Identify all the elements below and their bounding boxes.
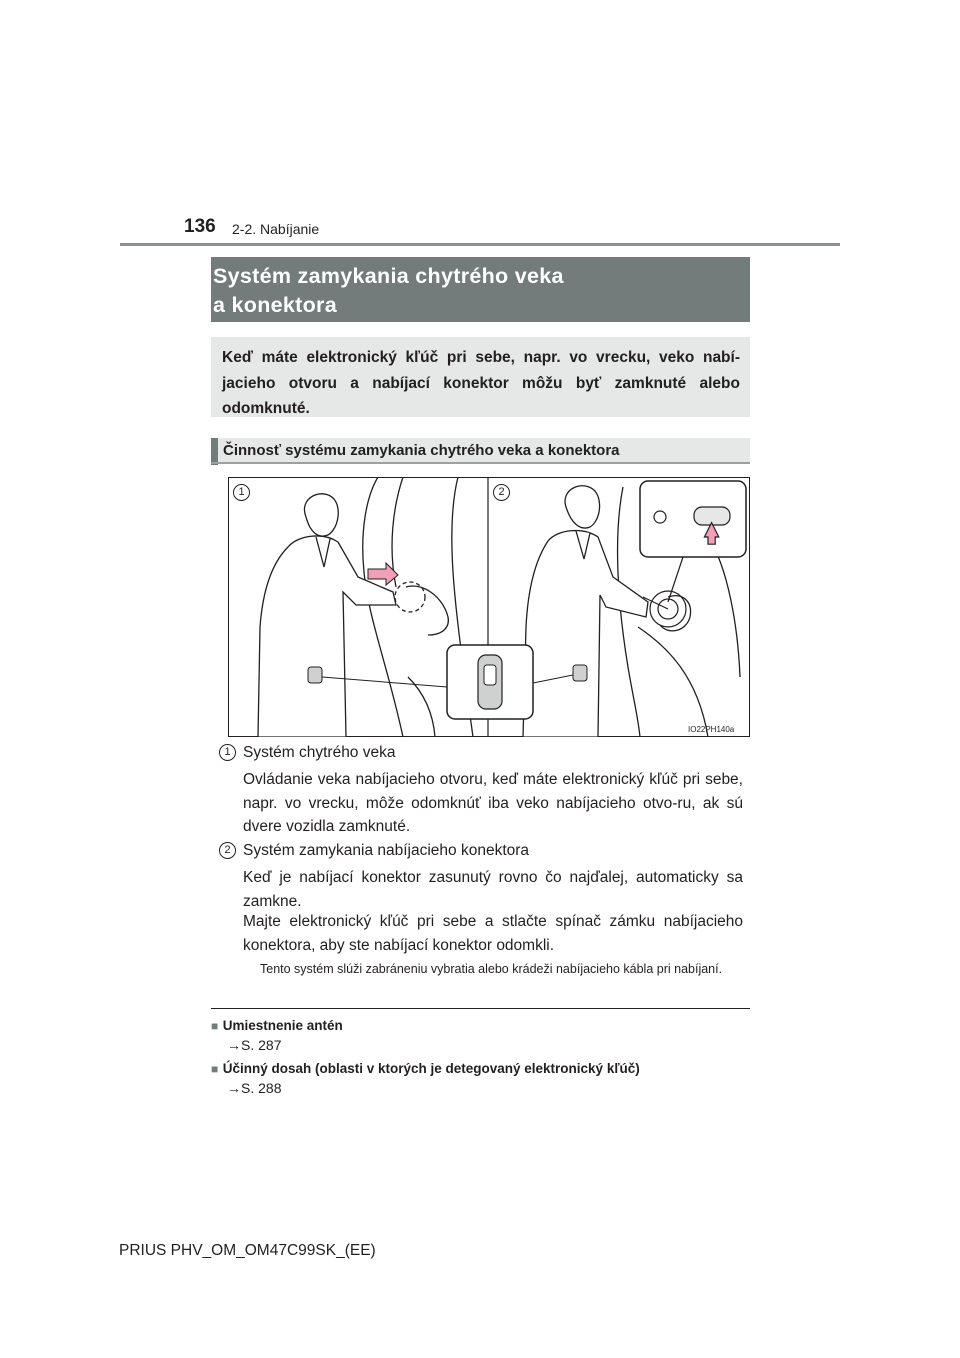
- item-2-number: 2: [219, 842, 236, 859]
- key-pocket-left-icon: [308, 667, 322, 683]
- indicator-light-icon: [654, 511, 666, 523]
- note-2-ref[interactable]: →S. 288: [227, 1080, 282, 1096]
- subheading-rule: [211, 462, 750, 464]
- intro-text: Keď máte elektronický kľúč pri sebe, napr. vo vrecku, veko nabí-jacieho otvoru a nabíjací konektor môžu byť zamknuté alebo odomknuté.: [222, 349, 740, 417]
- header-rule: [120, 243, 840, 246]
- subheading: Činnosť systému zamykania chytrého veka a konektora: [223, 442, 620, 459]
- note-2-heading: Účinný dosah (oblasti v ktorých je detegovaný elektronický kľúč): [222, 1061, 640, 1076]
- note-1-heading: Umiestnenie antén: [222, 1018, 343, 1033]
- key-pocket-right-icon: [573, 665, 587, 681]
- note-2: [211, 1060, 640, 1078]
- illustration-code: IO22PH140a: [688, 725, 735, 734]
- note-2-marker: ■: [211, 1062, 219, 1076]
- item-2-title: Systém zamykania nabíjacieho konektora: [243, 842, 530, 859]
- item-1-number: 1: [219, 744, 236, 761]
- item-2-paragraph-1: Keď je nabíjací konektor zasunutý rovno čo najďalej, automaticky sa zamkne.: [243, 869, 743, 910]
- section-rule: [211, 1008, 750, 1009]
- footer-doc-id: PRIUS PHV_OM_OM47C99SK_(EE): [119, 1242, 376, 1259]
- subheading-bar: [211, 438, 218, 465]
- callout-2: 2: [493, 484, 510, 501]
- callout-1: 1: [233, 484, 250, 501]
- note-1-marker: ■: [211, 1019, 219, 1033]
- note-1: [211, 1017, 343, 1035]
- page-number: 136: [184, 216, 216, 237]
- item-2-note: Tento systém slúži zabráneniu vybratia alebo krádeži nabíjacieho kábla pri nabíjaní.: [260, 962, 723, 976]
- item-2-paragraph-2: Majte elektronický kľúč pri sebe a stlačte spínač zámku nabíjacieho konektora, aby ste nabíjací konektor odomkli.: [243, 913, 743, 954]
- illustration-drawing: [228, 477, 750, 737]
- item-1-paragraph: Ovládanie veka nabíjacieho otvoru, keď máte elektronický kľúč pri sebe, napr. vo vrecku, môže odomknúť iba veko nabíjacieho otvo-ru, ak sú dvere vozidla zamknuté.: [243, 771, 743, 835]
- note-1-ref[interactable]: →S. 287: [227, 1037, 282, 1053]
- title-line-2: a konektora: [213, 293, 337, 317]
- item-1-title: Systém chytrého veka: [243, 744, 396, 761]
- chapter-label: 2-2. Nabíjanie: [232, 221, 320, 237]
- title-line-1: Systém zamykania chytrého veka: [213, 264, 564, 288]
- section-title: [213, 262, 743, 320]
- illustration: [228, 477, 750, 737]
- smart-key-button: [484, 665, 496, 685]
